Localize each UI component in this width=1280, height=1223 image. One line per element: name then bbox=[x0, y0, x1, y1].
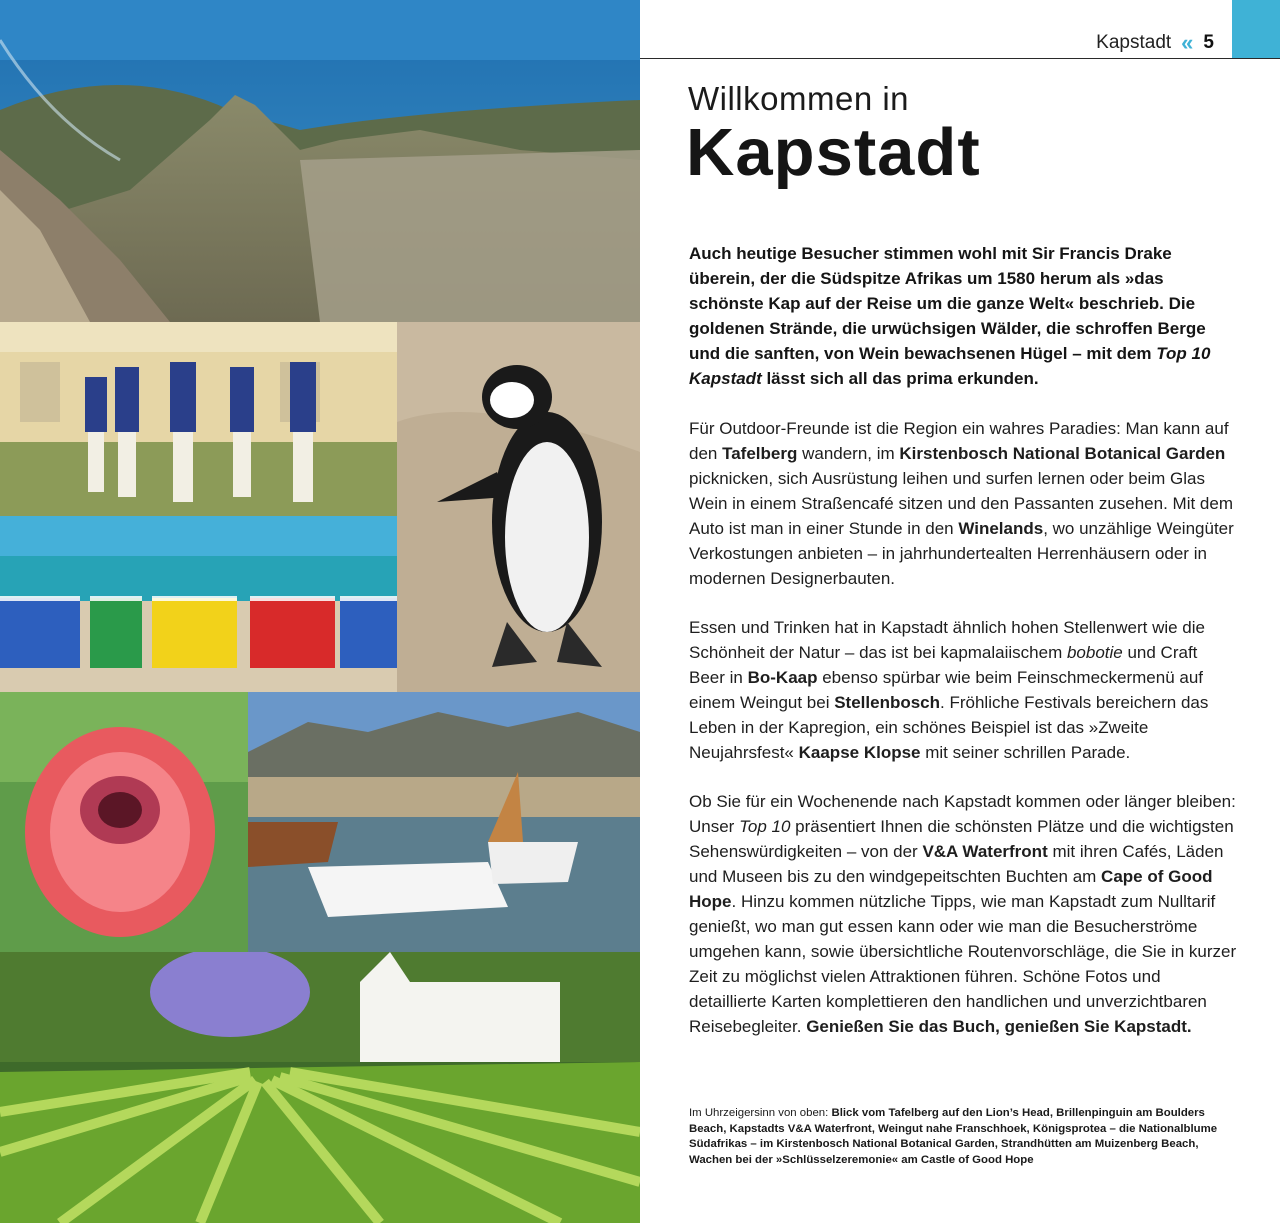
page-tab-accent bbox=[1232, 0, 1280, 58]
photo-penguin bbox=[397, 322, 640, 692]
photo-franschhoek-vineyard bbox=[0, 952, 640, 1223]
photo-king-protea bbox=[0, 692, 248, 952]
photo-table-mountain-view bbox=[0, 0, 640, 322]
photo-caption: Im Uhrzeigersinn von oben: Blick vom Tafelberg auf den Lion’s Head, Brillenpinguin am Boulders Beach, Kapstadts V&A Waterfront, Weingut nahe Franschhoek, Königsprotea – die Nationalblume Südafrikas – im Kirstenbosch National Botanical Garden, Strandhütten am Muizenberg Beach, Wachen bei der »Schlüsselzeremonie« am Castle of Good Hope bbox=[689, 1107, 1218, 1166]
intro-paragraph: Auch heutige Besucher stimmen wohl mit Sir Francis Drake überein, der die Südspitze Afrikas um 1580 herum als »das schönste Kap auf der Reise um die ganze Welt« beschrieb. Die goldenen Strände, die urwüchsigen Wälder, die schroffen Berge und die sanften, von Wein bewachsenen Hügel – mit dem Top 10 Kapstadt lässt sich all das prima erkunden. bbox=[689, 244, 1211, 388]
photo-castle-guards bbox=[0, 322, 397, 516]
running-head-section: Kapstadt bbox=[1096, 32, 1172, 53]
photo-va-waterfront bbox=[248, 692, 640, 952]
paragraph-outdoor: Für Outdoor-Freunde ist die Region ein wahres Paradies: Man kann auf den Tafelberg wandern, im Kirstenbosch National Botanical Garden picknicken, sich Ausrüstung leihen und surfen lernen oder beim Glas Wein in einem Straßencafé sitzen und den Passanten zusehen. Mit dem Auto ist man in einer Stunde in den Winelands, wo unzählige Weingüter Verkostungen anbieten – in jahrhundertealten Herrenhäusern oder in modernen Designerbauten. bbox=[689, 419, 1234, 588]
running-head bbox=[1096, 30, 1214, 56]
photo-beach-huts bbox=[0, 516, 397, 692]
paragraph-guide: Ob Sie für ein Wochenende nach Kapstadt kommen oder länger bleiben: Unser Top 10 präsentiert Ihnen die schönsten Plätze und die wichtigsten Sehenswürdigkeiten – von der V&A Waterfront mit ihren Cafés, Läden und Museen bis zu den windgepeitschten Buchten am Cape of Good Hope. Hinzu kommen nützliche Tipps, wie man Kapstadt zum Nulltarif genießt, wo man gut essen kann oder wie man die Besucherströme umgehen kann, sowie übersichtliche Routenvorschläge, die Sie in kurzer Zeit zu möglichst vielen Attraktionen führen. Schöne Fotos und detaillierte Karten komplettieren den handlichen und unverzichtbaren Reisebegleiter. Genießen Sie das Buch, genießen Sie Kapstadt. bbox=[689, 792, 1237, 1036]
title-line-1: Willkommen in bbox=[688, 80, 910, 117]
double-chevron-icon: « bbox=[1181, 30, 1194, 55]
page-number: 5 bbox=[1203, 32, 1214, 53]
paragraph-food: Essen und Trinken hat in Kapstadt ähnlich hohen Stellenwert wie die Schönheit der Natur – das ist bei kapmalaiischem bobotie und Craft Beer in Bo-Kaap ebenso spürbar wie beim Feinschmeckermenü auf einem Weingut bei Stellenbosch. Fröhliche Festivals bereichern das Leben in der Kapregion, ein schönes Beispiel ist das »Zweite Neujahrsfest« Kaapse Klopse mit seiner schrillen Parade. bbox=[689, 618, 1209, 762]
page-title: Kapstadt bbox=[686, 115, 981, 190]
header-rule bbox=[640, 58, 1280, 59]
